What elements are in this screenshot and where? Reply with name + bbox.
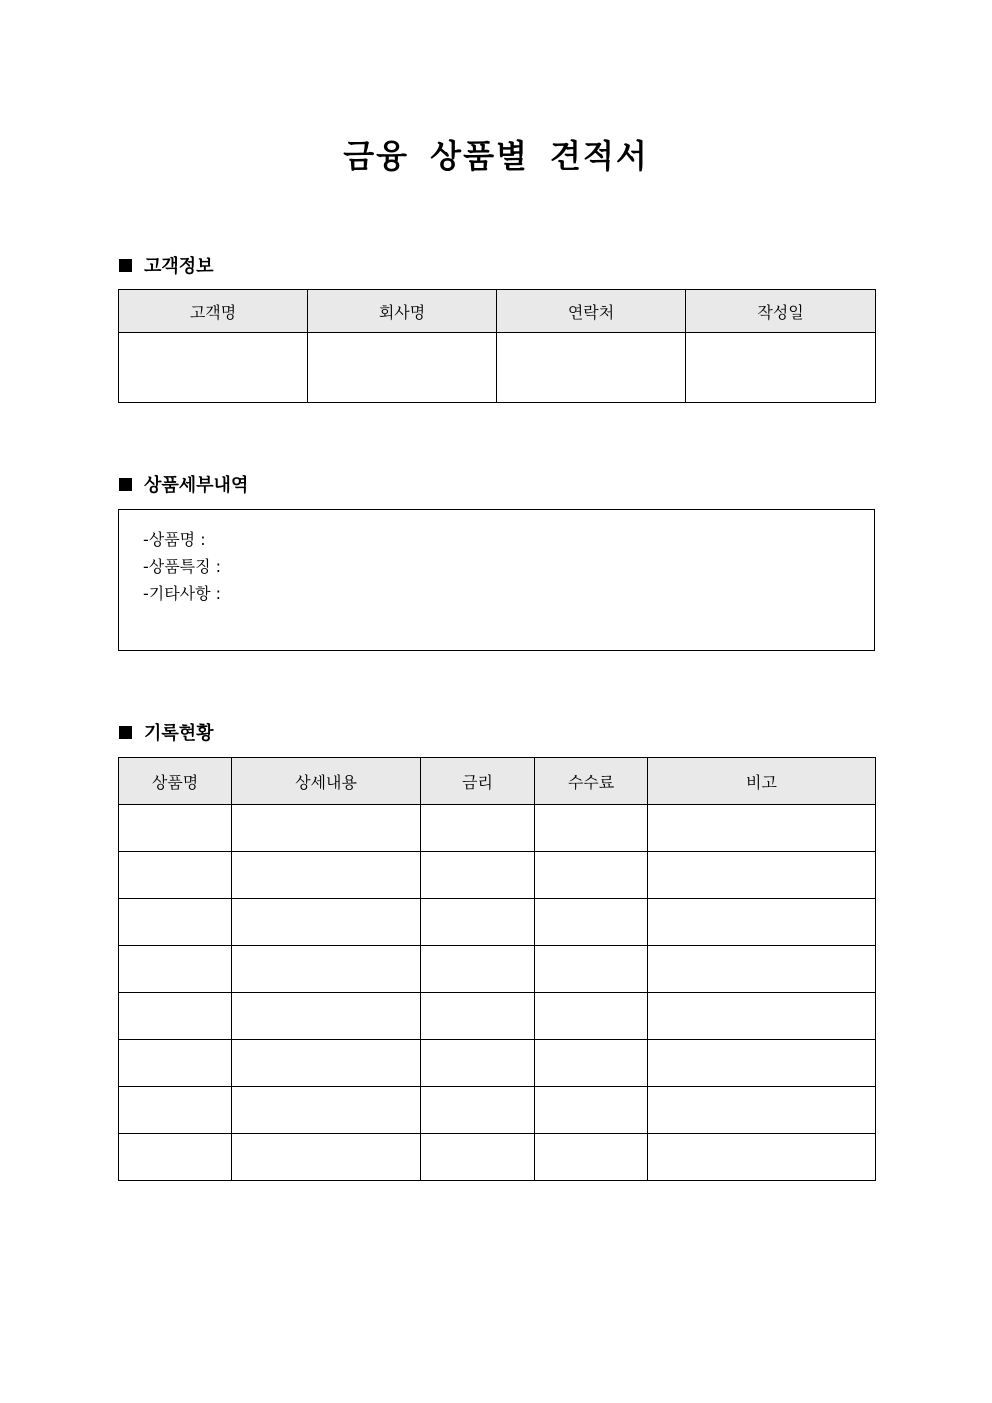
table-cell[interactable]: [648, 1087, 876, 1134]
table-row: [119, 805, 876, 852]
table-cell[interactable]: [421, 1040, 535, 1087]
date-cell[interactable]: [686, 333, 876, 403]
table-cell[interactable]: [648, 899, 876, 946]
table-cell[interactable]: [648, 1040, 876, 1087]
table-header-row: [119, 290, 876, 333]
customer-section-title: 고객정보: [144, 256, 214, 277]
table-row: [119, 946, 876, 993]
table-row: [119, 1134, 876, 1181]
record-section-heading: [119, 720, 214, 744]
header-fee: 수수료: [535, 758, 648, 805]
table-cell[interactable]: [535, 993, 648, 1040]
table-cell[interactable]: [535, 899, 648, 946]
table-cell[interactable]: [232, 805, 421, 852]
product-details-box[interactable]: [118, 509, 875, 651]
table-cell[interactable]: [232, 1134, 421, 1181]
table-header-row: [119, 758, 876, 805]
table-cell[interactable]: [648, 852, 876, 899]
table-cell[interactable]: [119, 946, 232, 993]
square-bullet-icon: [119, 726, 132, 739]
product-feature-line: -상품특징 :: [143, 557, 222, 576]
table-cell[interactable]: [535, 1087, 648, 1134]
product-section-title: 상품세부내역: [144, 475, 249, 496]
table-row: [119, 993, 876, 1040]
table-row: [119, 333, 876, 403]
table-cell[interactable]: [119, 1134, 232, 1181]
table-cell[interactable]: [421, 993, 535, 1040]
header-remarks: 비고: [648, 758, 876, 805]
table-row: [119, 1087, 876, 1134]
table-cell[interactable]: [119, 1087, 232, 1134]
customer-info-table: [118, 289, 876, 403]
square-bullet-icon: [119, 478, 132, 491]
table-cell[interactable]: [648, 1134, 876, 1181]
header-product-name: 상품명: [119, 758, 232, 805]
table-cell[interactable]: [232, 1040, 421, 1087]
table-row: [119, 1040, 876, 1087]
table-cell[interactable]: [648, 946, 876, 993]
table-cell[interactable]: [421, 1087, 535, 1134]
customer-section-heading: [119, 253, 214, 277]
table-cell[interactable]: [232, 852, 421, 899]
table-row: [119, 852, 876, 899]
product-section-heading: [119, 472, 248, 496]
table-cell[interactable]: [421, 852, 535, 899]
table-cell[interactable]: [421, 1134, 535, 1181]
customer-name-cell[interactable]: [119, 333, 308, 403]
table-cell[interactable]: [535, 852, 648, 899]
header-customer-name: 고객명: [119, 290, 308, 333]
table-row: [119, 899, 876, 946]
contact-cell[interactable]: [497, 333, 686, 403]
table-cell[interactable]: [421, 805, 535, 852]
table-cell[interactable]: [232, 993, 421, 1040]
table-cell[interactable]: [535, 805, 648, 852]
header-details: 상세내용: [232, 758, 421, 805]
company-name-cell[interactable]: [308, 333, 497, 403]
product-etc-line: -기타사항 :: [143, 584, 222, 603]
table-cell[interactable]: [535, 946, 648, 993]
table-cell[interactable]: [421, 899, 535, 946]
table-cell[interactable]: [421, 946, 535, 993]
product-name-line: -상품명 :: [143, 530, 206, 549]
table-cell[interactable]: [119, 1040, 232, 1087]
page-title: 금융 상품별 견적서: [343, 137, 649, 175]
table-cell[interactable]: [648, 993, 876, 1040]
table-cell[interactable]: [232, 946, 421, 993]
header-contact: 연락처: [497, 290, 686, 333]
header-company-name: 회사명: [308, 290, 497, 333]
table-cell[interactable]: [119, 899, 232, 946]
header-interest-rate: 금리: [421, 758, 535, 805]
table-cell[interactable]: [648, 805, 876, 852]
record-table: [118, 757, 876, 1181]
table-cell[interactable]: [119, 993, 232, 1040]
header-date: 작성일: [686, 290, 876, 333]
table-cell[interactable]: [119, 852, 232, 899]
square-bullet-icon: [119, 259, 132, 272]
table-cell[interactable]: [232, 1087, 421, 1134]
table-cell[interactable]: [232, 899, 421, 946]
table-cell[interactable]: [119, 805, 232, 852]
record-section-title: 기록현황: [144, 723, 214, 744]
table-cell[interactable]: [535, 1040, 648, 1087]
table-cell[interactable]: [535, 1134, 648, 1181]
